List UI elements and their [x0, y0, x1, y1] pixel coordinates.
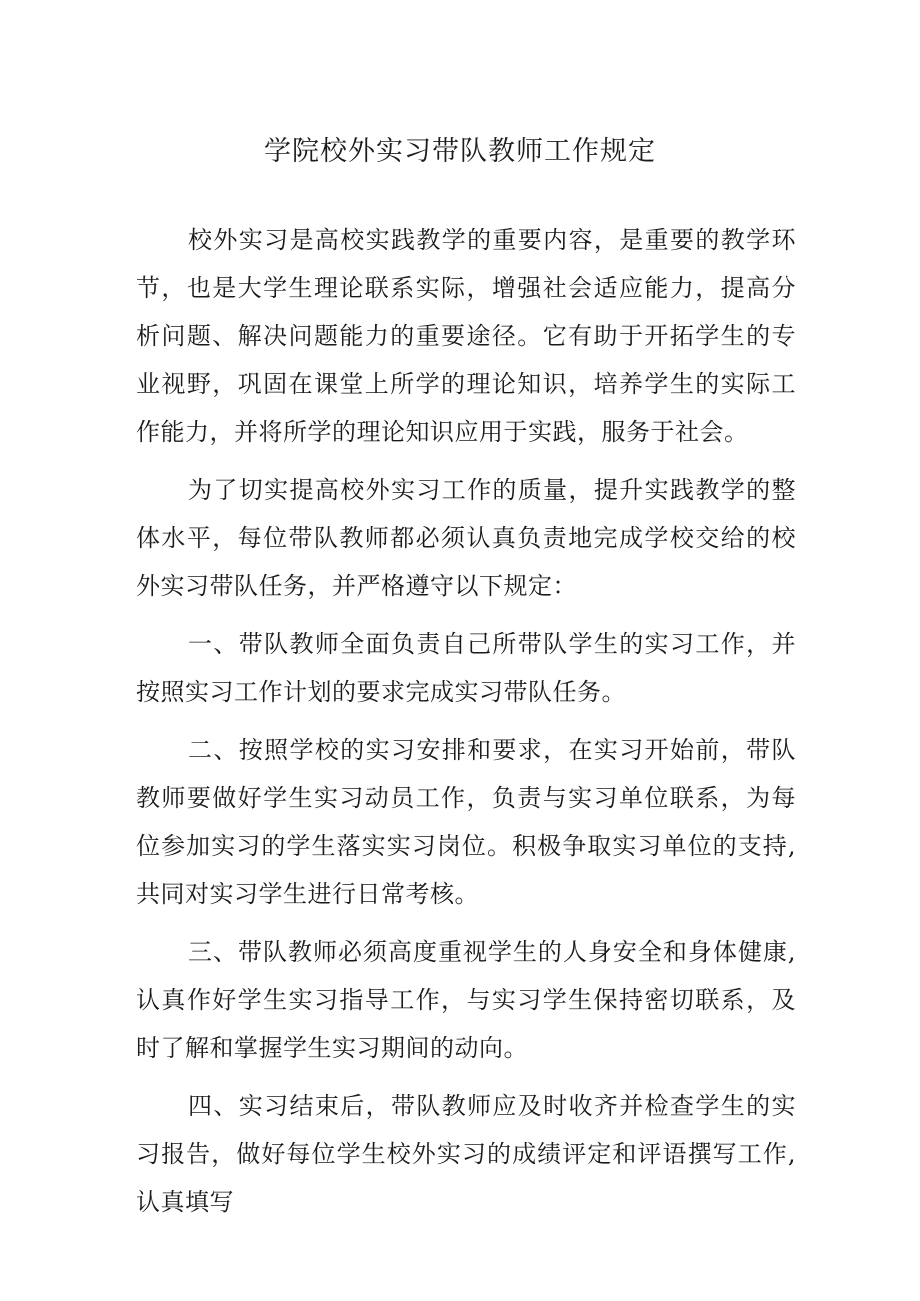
paragraph-rule-1: 一、带队教师全面负责自己所带队学生的实习工作，并按照实习工作计划的要求完成实习带队任务。 [136, 630, 796, 706]
paragraph-intro: 校外实习是高校实践教学的重要内容，是重要的教学环节，也是大学生理论联系实际，增强社会适应能力，提高分析问题、解决问题能力的重要途径。它有助于开拓学生的专业视野，巩固在课堂上所学的理论知识，培养学生的实际工作能力，并将所学的理论知识应用于实践，服务于社会。 [136, 226, 796, 446]
document-title: 学院校外实习带队教师工作规定 [264, 136, 656, 167]
paragraph-purpose: 为了切实提高校外实习工作的质量，提升实践教学的整体水平，每位带队教师都必须认真负责地完成学校交给的校外实习带队任务，并严格遵守以下规定： [136, 476, 796, 600]
paragraph-rule-2: 二、按照学校的实习安排和要求，在实习开始前，带队教师要做好学生实习动员工作，负责与实习单位联系，为每位参加实习的学生落实实习岗位。积极争取实习单位的支持,共同对实习学生进行日常考核。 [136, 736, 796, 908]
document-body [136, 216, 796, 1236]
paragraph-rule-3: 三、带队教师必须高度重视学生的人身安全和身体健康,认真作好学生实习指导工作，与实习学生保持密切联系，及时了解和掌握学生实习期间的动向。 [136, 938, 796, 1062]
paragraph-rule-4: 四、实习结束后，带队教师应及时收齐并检查学生的实习报告，做好每位学生校外实习的成绩评定和评语撰写工作,认真填写 [136, 1092, 796, 1216]
